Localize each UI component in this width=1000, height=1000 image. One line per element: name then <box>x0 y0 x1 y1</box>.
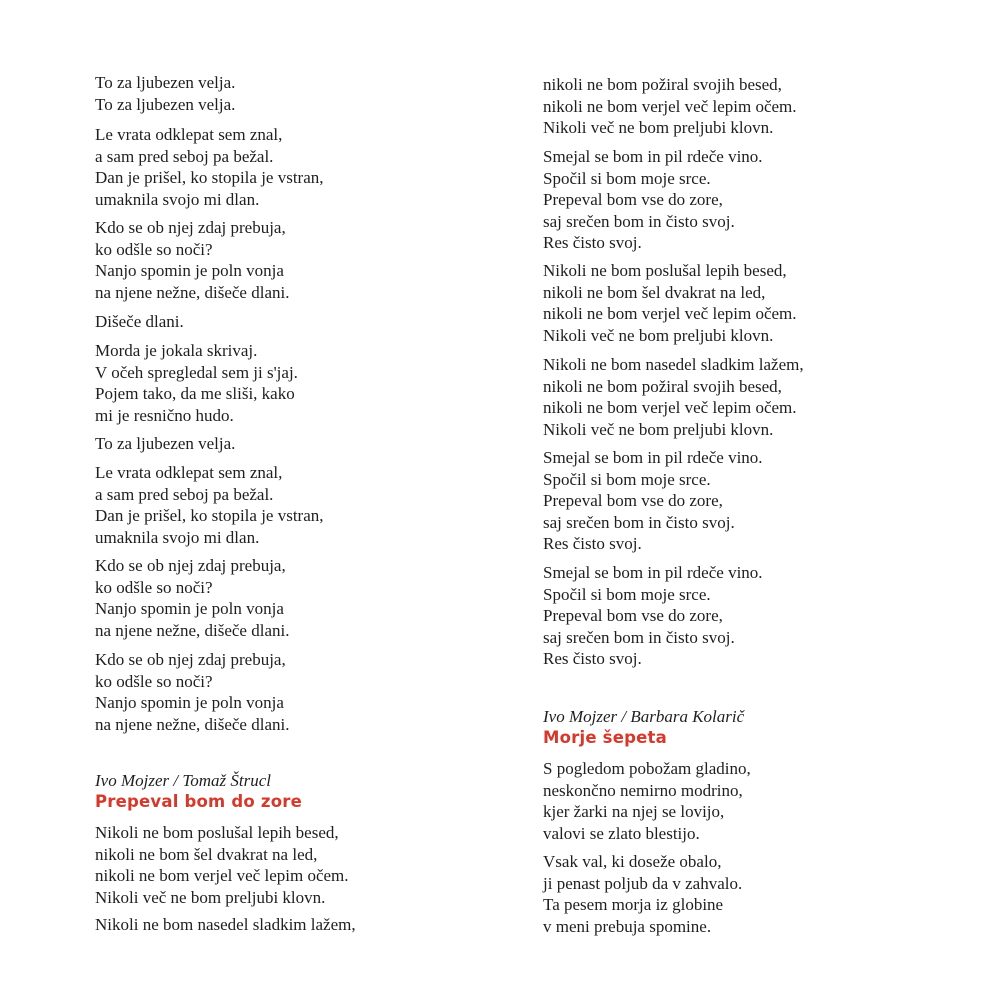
lyric-line: Spočil si bom moje srce. <box>543 469 711 489</box>
lyric-line: umaknila svojo mi dlan. <box>95 527 260 547</box>
song-title: Prepeval bom do zore <box>95 792 302 811</box>
lyric-line: Nanjo spomin je poln vonja <box>95 693 284 713</box>
lyric-line: Nanjo spomin je poln vonja <box>95 261 284 281</box>
lyric-line: Le vrata odklepat sem znal, <box>95 125 283 144</box>
stanza <box>95 340 298 426</box>
lyric-line: Pojem tako, da me sliši, kako <box>95 384 295 404</box>
stanza <box>543 447 763 555</box>
lyric-line: nikoli ne bom verjel več lepim očem. <box>95 866 349 886</box>
song-title: Morje šepeta <box>543 728 667 747</box>
lyric-line: kjer žarki na njej se lovijo, <box>543 802 725 822</box>
lyric-line: Nikoli ne bom poslušal lepih besed, <box>95 823 339 842</box>
lyric-line: nikoli ne bom požiral svojih besed, <box>543 75 782 94</box>
lyric-line: nikoli ne bom požiral svojih besed, <box>543 376 782 396</box>
lyric-line: saj srečen bom in čisto svoj. <box>543 211 735 231</box>
lyric-line: V očeh spregledal sem ji s'jaj. <box>95 362 298 382</box>
lyric-line: Spočil si bom moje srce. <box>543 168 711 188</box>
lyric-line: Dan je prišel, ko stopila je vstran, <box>95 506 324 526</box>
lyric-line: na njene nežne, dišeče dlani. <box>95 282 290 302</box>
lyric-line: ko odšle so noči? <box>95 239 213 259</box>
stanza <box>543 851 742 937</box>
lyric-line: Nikoli več ne bom preljubi klovn. <box>543 419 774 439</box>
song-header <box>543 706 744 748</box>
lyric-line: Vsak val, ki doseže obalo, <box>543 852 722 871</box>
stanza <box>543 758 751 844</box>
stanza <box>95 72 235 115</box>
lyric-line: Nikoli več ne bom preljubi klovn. <box>543 325 774 345</box>
stanza <box>95 914 356 936</box>
lyric-line: na njene nežne, dišeče dlani. <box>95 714 290 734</box>
lyric-line: saj srečen bom in čisto svoj. <box>543 512 735 532</box>
lyric-line: Kdo se ob njej zdaj prebuja, <box>95 218 286 237</box>
lyric-line: Nikoli ne bom nasedel sladkim lažem, <box>95 915 356 934</box>
lyric-line: umaknila svojo mi dlan. <box>95 189 260 209</box>
lyric-line: Ta pesem morja iz globine <box>543 895 724 915</box>
lyric-line: Nikoli več ne bom preljubi klovn. <box>543 118 774 138</box>
lyric-line: Res čisto svoj. <box>543 534 642 554</box>
stanza <box>95 462 324 548</box>
lyric-line: Dišeče dlani. <box>95 312 184 331</box>
song-byline: Ivo Mojzer / Barbara Kolarič <box>543 707 745 726</box>
lyric-line: Kdo se ob njej zdaj prebuja, <box>95 650 286 669</box>
lyric-line: Smejal se bom in pil rdeče vino. <box>543 448 763 467</box>
stanza <box>95 649 289 735</box>
lyric-line: Le vrata odklepat sem znal, <box>95 463 283 482</box>
stanza <box>95 433 235 455</box>
lyric-line: Res čisto svoj. <box>543 649 642 669</box>
lyric-line: mi je resnično hudo. <box>95 405 234 425</box>
lyric-line: Smejal se bom in pil rdeče vino. <box>543 147 763 166</box>
lyric-line: valovi se zlato blestijo. <box>543 823 700 843</box>
lyric-line: Res čisto svoj. <box>543 233 642 253</box>
lyric-line: nikoli ne bom šel dvakrat na led, <box>95 844 318 864</box>
stanza <box>95 311 184 333</box>
stanza <box>543 354 804 440</box>
song-byline: Ivo Mojzer / Tomaž Štrucl <box>95 771 271 790</box>
lyric-line: v meni prebuja spomine. <box>543 916 712 936</box>
lyric-line: Dan je prišel, ko stopila je vstran, <box>95 168 324 188</box>
lyric-line: S pogledom pobožam gladino, <box>543 759 751 778</box>
lyric-line: na njene nežne, dišeče dlani. <box>95 620 290 640</box>
lyric-line: nikoli ne bom verjel več lepim očem. <box>543 96 797 116</box>
stanza <box>543 562 763 670</box>
lyric-line: Prepeval bom vse do zore, <box>543 190 723 210</box>
lyric-line: Morda je jokala skrivaj. <box>95 341 258 360</box>
lyric-line: Spočil si bom moje srce. <box>543 584 711 604</box>
lyric-line: Kdo se ob njej zdaj prebuja, <box>95 556 286 575</box>
lyric-line: a sam pred seboj pa bežal. <box>95 146 274 166</box>
stanza <box>543 74 797 139</box>
stanza <box>95 555 289 641</box>
song-header <box>95 770 302 812</box>
lyric-line: ko odšle so noči? <box>95 671 213 691</box>
lyric-line: Nikoli ne bom nasedel sladkim lažem, <box>543 355 804 374</box>
stanza <box>543 146 763 254</box>
lyric-line: Smejal se bom in pil rdeče vino. <box>543 563 763 582</box>
lyric-line: nikoli ne bom šel dvakrat na led, <box>543 282 766 302</box>
lyric-line: Nikoli več ne bom preljubi klovn. <box>95 887 326 907</box>
lyric-line: ji penast poljub da v zahvalo. <box>543 873 743 893</box>
lyric-line: Nikoli ne bom poslušal lepih besed, <box>543 261 787 280</box>
stanza <box>95 124 324 210</box>
stanza <box>543 260 797 346</box>
lyric-line: ko odšle so noči? <box>95 577 213 597</box>
stanza <box>95 217 289 303</box>
lyric-line: Nanjo spomin je poln vonja <box>95 599 284 619</box>
lyric-line: a sam pred seboj pa bežal. <box>95 484 274 504</box>
lyric-line: saj srečen bom in čisto svoj. <box>543 627 735 647</box>
lyric-line: Prepeval bom vse do zore, <box>543 606 723 626</box>
lyric-line: To za ljubezen velja. <box>95 94 236 114</box>
lyric-line: nikoli ne bom verjel več lepim očem. <box>543 304 797 324</box>
lyric-line: To za ljubezen velja. <box>95 73 236 92</box>
lyric-line: nikoli ne bom verjel več lepim očem. <box>543 398 797 418</box>
lyric-line: To za ljubezen velja. <box>95 434 236 453</box>
lyric-line: Prepeval bom vse do zore, <box>543 491 723 511</box>
stanza <box>95 822 349 908</box>
lyric-line: neskončno nemirno modrino, <box>543 780 743 800</box>
